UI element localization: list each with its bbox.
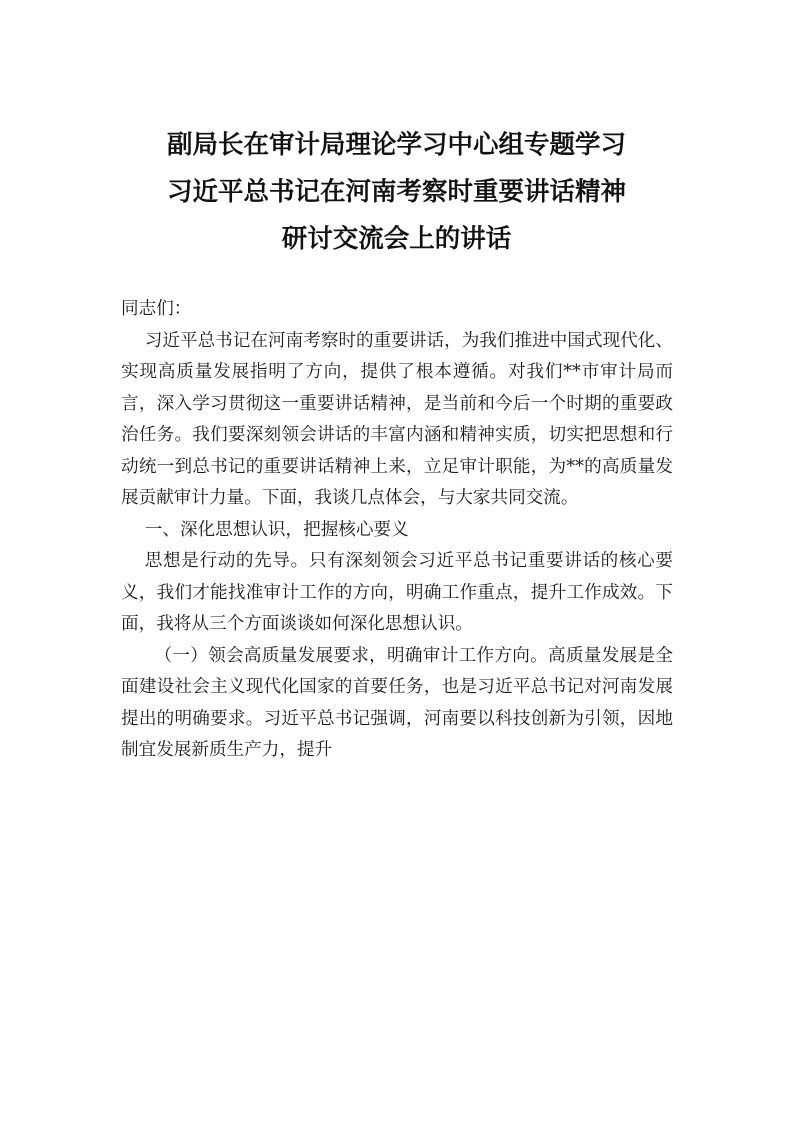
salutation: 同志们： [121,299,192,319]
document-body [121,294,673,767]
title-line-1: 副局长在审计局理论学习中心组专题学习 [166,130,626,160]
paragraph-section-1: 思想是行动的先导。只有深刻领会习近平总书记重要讲话的核心要义，我们才能找准审计工作的方向，明确工作重点，提升工作成效。下面，我将从三个方面谈谈如何深化思想认识。 [121,551,673,634]
title-line-2: 习近平总书记在河南考察时重要讲话精神 [166,177,626,207]
section-heading-1: 一、深化思想认识，把握核心要义 [144,519,409,540]
document-title [100,122,693,263]
title-line-3: 研讨交流会上的讲话 [281,224,512,254]
paragraph-intro: 习近平总书记在河南考察时的重要讲话，为我们推进中国式现代化、实现高质量发展指明了方向，提供了根本遵循。对我们**市审计局而言，深入学习贯彻这一重要讲话精神，是当前和今后一个时期的重要政治任务。我们要深刻领会讲话的丰富内涵和精神实质，切实把思想和行动统一到总书记的重要讲话精神上来，立足审计职能，为**的高质量发展贡献审计力量。下面，我谈几点体会，与大家共同交流。 [121,330,673,508]
paragraph-subsection-1: （一）领会高质量发展要求，明确审计工作方向。高质量发展是全面建设社会主义现代化国家的首要任务，也是习近平总书记对河南发展提出的明确要求。习近平总书记强调，河南要以科技创新为引领，因地制宜发展新质生产力，提升 [121,645,673,760]
